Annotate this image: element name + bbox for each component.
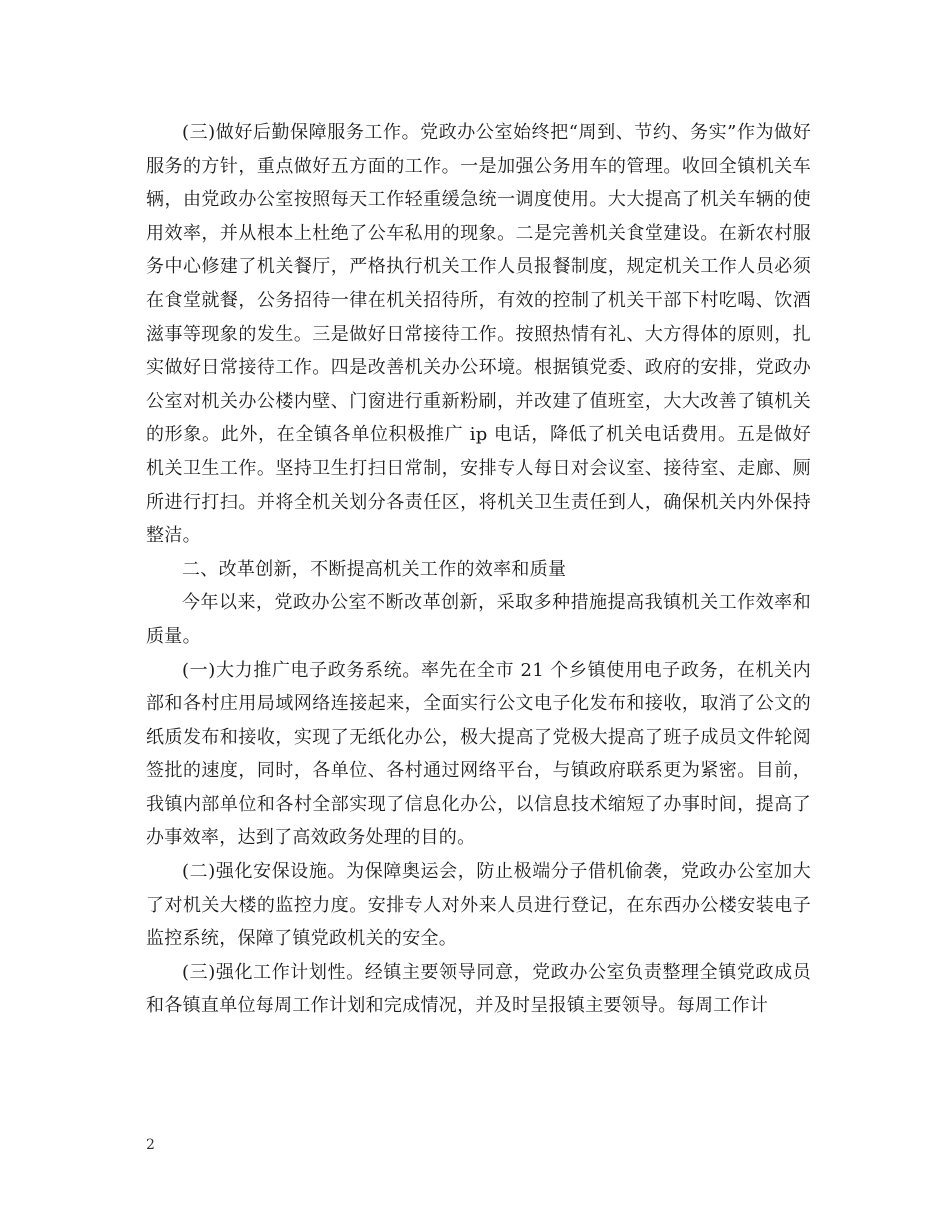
paragraph-security: (二)强化安保设施。为保障奥运会，防止极端分子借机偷袭，党政办公室加大了对机关大楼的监控力度。安排专人对外来人员进行登记，在东西办公楼安装电子监控系统，保障了镇党政机关的安全。 [146,861,811,950]
paragraph-e-government: (一)大力推广电子政务系统。率先在全市 21 个乡镇使用电子政务，在机关内部和各村庄用局域网络连接起来，全面实行公文电子化发布和接收，取消了公文的纸质发布和接收，实现了无纸化办公，极大提高了党极大提高了班子成员文件轮阅签批的速度，同时，各单位、各村通过网络平台，与镇政府联系更为紧密。目前，我镇内部单位和各村全部实现了信息化办公，以信息技术缩短了办事时间，提高了办事效率，达到了高效政务处理的目的。 [146,659,811,849]
page-number: 2 [146,1137,155,1153]
document-body [146,116,811,1023]
paragraph-logistics-service: (三)做好后勤保障服务工作。党政办公室始终把“周到、节约、务实”作为做好服务的方针，重点做好五方面的工作。一是加强公务用车的管理。收回全镇机关车辆，由党政办公室按照每天工作轻重缓急统一调度使用。大大提高了机关车辆的使用效率，并从根本上杜绝了公车私用的现象。二是完善机关食堂建设。在新农村服务中心修建了机关餐厅，严格执行机关工作人员报餐制度，规定机关工作人员必须在食堂就餐，公务招待一律在机关招待所，有效的控制了机关干部下村吃喝、饮酒滋事等现象的发生。三是做好日常接待工作。按照热情有礼、大方得体的原则，扎实做好日常接待工作。四是改善机关办公环境。根据镇党委、政府的安排，党政办公室对机关办公楼内壁、门窗进行重新粉刷，并改建了值班室，大大改善了镇机关的形象。此外，在全镇各单位积极推广 ip 电话，降低了机关电话费用。五是做好机关卫生工作。坚持卫生打扫日常制，安排专人每日对会议室、接待室、走廊、厕所进行打扫。并将全机关划分各责任区，将机关卫生责任到人，确保机关内外保持整洁。 [146,122,811,547]
paragraph-reform-intro: 今年以来，党政办公室不断改革创新，采取多种措施提高我镇机关工作效率和质量。 [146,592,811,647]
paragraph-work-planning: (三)强化工作计划性。经镇主要领导同意，党政办公室负责整理全镇党政成员和各镇直单位每周工作计划和完成情况，并及时呈报镇主要领导。每周工作计 [146,961,811,1017]
section-heading-reform: 二、改革创新，不断提高机关工作的效率和质量 [182,558,567,580]
